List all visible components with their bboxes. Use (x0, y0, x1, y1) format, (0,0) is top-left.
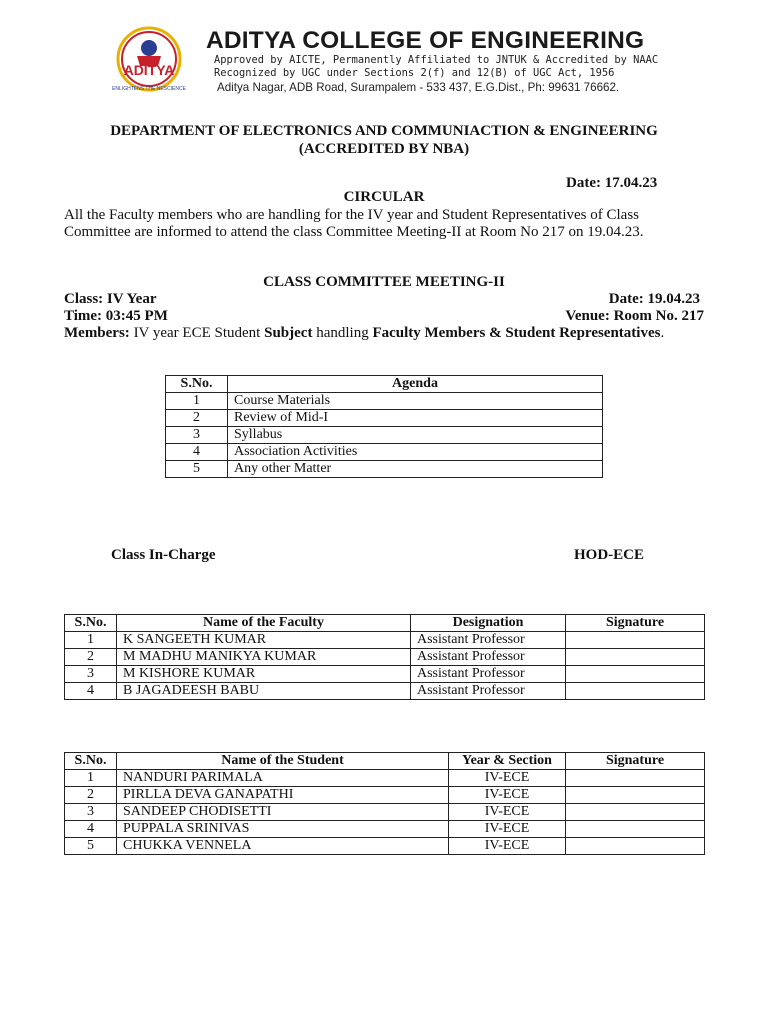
header-cell: Signature (566, 753, 705, 770)
table-row (166, 444, 603, 461)
header-cell: Signature (566, 615, 705, 632)
signature-cell (566, 787, 705, 804)
table-row (166, 461, 603, 478)
table-cell: Assistant Professor (411, 666, 566, 683)
table-cell: Association Activities (228, 444, 603, 461)
circular-body-line1: All the Faculty members who are handling for the IV year and Student Representatives of Class (64, 207, 639, 223)
signature-cell (566, 804, 705, 821)
accreditation: (ACCREDITED BY NBA) (298, 141, 470, 157)
logo-text: ADITYA (123, 62, 175, 78)
table-cell: NANDURI PARIMALA (117, 770, 449, 787)
meeting-venue: Venue: Room No. 217 (565, 308, 704, 324)
table-cell: PIRLLA DEVA GANAPATHI (117, 787, 449, 804)
class-in-charge: Class In-Charge (111, 547, 216, 563)
table-cell: 4 (65, 821, 117, 838)
table-row (166, 410, 603, 427)
table-cell: 2 (65, 649, 117, 666)
signature-cell (566, 821, 705, 838)
header-cell: Name of the Faculty (117, 615, 411, 632)
signature-cell (566, 666, 705, 683)
table-row (166, 393, 603, 410)
table-cell: 3 (65, 804, 117, 821)
circular-heading: CIRCULAR (343, 189, 425, 205)
members-faculty: Faculty Members & Student Representatives (372, 325, 661, 341)
signature-cell (566, 683, 705, 700)
table-row (65, 804, 705, 821)
table-row (65, 787, 705, 804)
table-cell: 5 (65, 838, 117, 855)
table-cell: IV-ECE (449, 838, 566, 855)
header-cell: Agenda (228, 376, 603, 393)
table-cell: 4 (166, 444, 228, 461)
address-line: Aditya Nagar, ADB Road, Surampalem - 533 437, E.G.Dist., Ph: 99631 76662. (217, 81, 620, 94)
table-cell: 5 (166, 461, 228, 478)
meeting-members (64, 325, 664, 342)
circular-date: Date: 17.04.23 (566, 175, 658, 191)
table-cell: IV-ECE (449, 770, 566, 787)
table-row (65, 821, 705, 838)
table-cell: 1 (166, 393, 228, 410)
table-cell: 1 (65, 770, 117, 787)
table-row (65, 649, 705, 666)
table-cell: Assistant Professor (411, 683, 566, 700)
signature-cell (566, 838, 705, 855)
table-cell: 4 (65, 683, 117, 700)
table-cell: M MADHU MANIKYA KUMAR (117, 649, 411, 666)
table-cell: 2 (65, 787, 117, 804)
table-header-row (65, 615, 705, 632)
college-logo (100, 26, 198, 96)
table-header-row (166, 376, 603, 393)
header-cell: S.No. (166, 376, 228, 393)
faculty-table (64, 614, 705, 700)
table-row (166, 427, 603, 444)
table-cell: 2 (166, 410, 228, 427)
table-cell: PUPPALA SRINIVAS (117, 821, 449, 838)
table-cell: Assistant Professor (411, 649, 566, 666)
header-cell: Year & Section (449, 753, 566, 770)
table-row (65, 632, 705, 649)
members-part2: handling (312, 325, 373, 341)
table-cell: Review of Mid-I (228, 410, 603, 427)
header-cell: S.No. (65, 615, 117, 632)
hod-ece: HOD-ECE (574, 547, 645, 563)
members-part1: IV year ECE Student (129, 325, 265, 341)
signature-cell (566, 649, 705, 666)
header-cell: Name of the Student (117, 753, 449, 770)
college-name: ADITYA COLLEGE OF ENGINEERING (206, 27, 645, 54)
agenda-table (165, 375, 603, 478)
meeting-class: Class: IV Year (64, 291, 157, 307)
table-row (65, 666, 705, 683)
table-cell: 3 (65, 666, 117, 683)
table-row (65, 683, 705, 700)
table-cell: 1 (65, 632, 117, 649)
members-label: Members: (64, 325, 130, 341)
table-cell: CHUKKA VENNELA (117, 838, 449, 855)
signature-cell (566, 632, 705, 649)
approval-line: Approved by AICTE, Permanently Affiliated to JNTUK & Accredited by NAAC (214, 54, 659, 66)
table-header-row (65, 753, 705, 770)
table-cell: SANDEEP CHODISETTI (117, 804, 449, 821)
department-title: DEPARTMENT OF ELECTRONICS AND COMMUNIACTION & ENGINEERING (110, 123, 658, 139)
table-cell: Course Materials (228, 393, 603, 410)
recognition-line: Recognized by UGC under Sections 2(f) and 12(B) of UGC Act, 1956 (214, 67, 615, 79)
student-table (64, 752, 705, 855)
meeting-date: Date: 19.04.23 (608, 291, 700, 307)
table-cell: Assistant Professor (411, 632, 566, 649)
members-subject: Subject (264, 325, 313, 341)
table-row (65, 838, 705, 855)
header-cell: S.No. (65, 753, 117, 770)
meeting-heading: CLASS COMMITTEE MEETING-II (263, 274, 505, 290)
table-cell: IV-ECE (449, 804, 566, 821)
header-cell: Designation (411, 615, 566, 632)
table-cell: IV-ECE (449, 787, 566, 804)
table-cell: K SANGEETH KUMAR (117, 632, 411, 649)
table-cell: B JAGADEESH BABU (117, 683, 411, 700)
members-end: . (660, 325, 665, 341)
meeting-time: Time: 03:45 PM (64, 308, 168, 324)
table-cell: IV-ECE (449, 821, 566, 838)
table-cell: Syllabus (228, 427, 603, 444)
circular-body-line2: Committee are informed to attend the class Committee Meeting-II at Room No 217 on 19.04.23. (64, 224, 644, 240)
table-cell: M KISHORE KUMAR (117, 666, 411, 683)
table-row (65, 770, 705, 787)
table-cell: Any other Matter (228, 461, 603, 478)
logo-tagline: ENLIGHTENS THE NESCIENCE (112, 86, 186, 92)
signature-cell (566, 770, 705, 787)
table-cell: 3 (166, 427, 228, 444)
